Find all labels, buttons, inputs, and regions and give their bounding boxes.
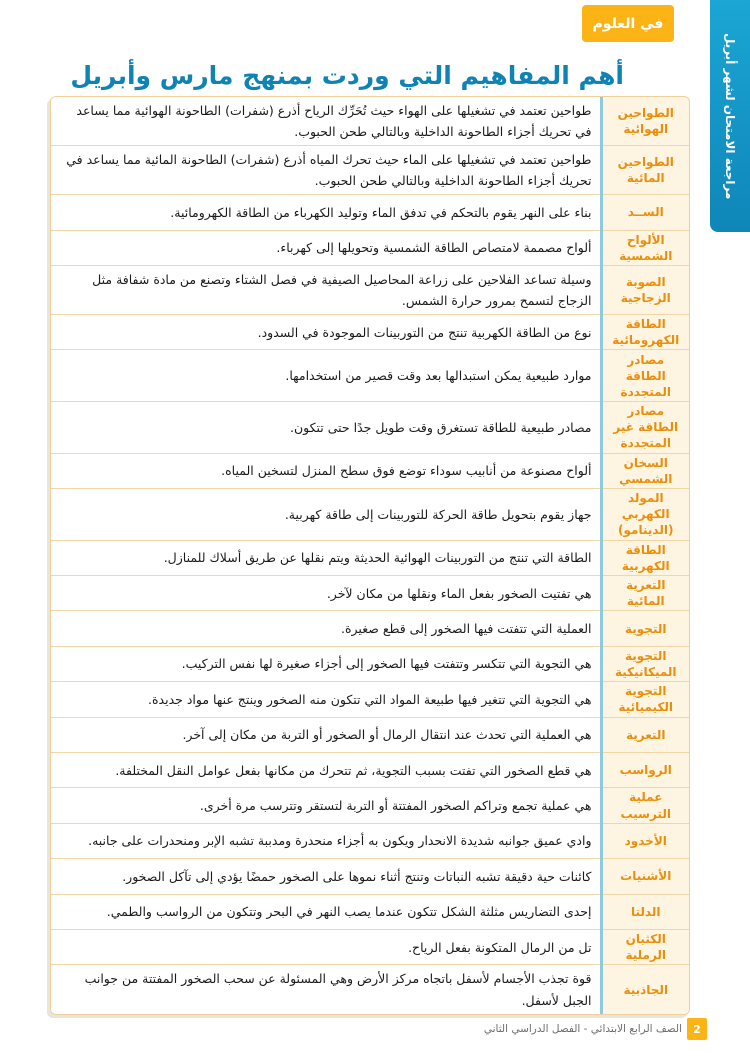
table-row xyxy=(51,576,689,611)
side-tab xyxy=(710,0,750,232)
table-row xyxy=(51,402,689,454)
side-tab-label: مراجعة الامتحان لشهر أبريل xyxy=(723,32,737,200)
table-row xyxy=(51,97,689,146)
term-cell: مصادر الطاقة غير المتجددة xyxy=(601,402,689,454)
term-cell: الألواح الشمسية xyxy=(601,230,689,265)
table-row xyxy=(51,894,689,929)
definition-cell: نوع من الطاقة الكهربية تنتج من التوربينات الموجودة في السدود. xyxy=(51,315,601,350)
definition-cell: تل من الرمال المتكونة بفعل الرياح. xyxy=(51,929,601,964)
definition-cell: هي العملية التي تحدث عند انتقال الرمال أو الصخور أو التربة من مكان إلى آخر. xyxy=(51,717,601,752)
term-cell: التعرية المائية xyxy=(601,576,689,611)
term-cell: الجاذبية xyxy=(601,965,689,1014)
definition-cell: الطاقة التي تنتج من التوربينات الهوائية الحديثة ويتم نقلها عن طريق أسلاك للمنازل. xyxy=(51,540,601,575)
definition-cell: بناء على النهر يقوم بالتحكم في تدفق الماء وتوليد الكهرباء من الطاقة الكهرومائية. xyxy=(51,195,601,230)
table-row xyxy=(51,489,689,541)
term-cell: الكثبان الرملية xyxy=(601,929,689,964)
definition-cell: وادي عميق جوانبه شديدة الانحدار ويكون به أجزاء منحدرة ومدببة تشبه الإبر ومنحدرات على جانبه. xyxy=(51,823,601,858)
table-row xyxy=(51,823,689,858)
definition-cell: طواحين تعتمد في تشغيلها على الماء حيث تحرك المياه أذرع (شفرات) الطاحونة المائية مما يساعد في تحريك أجزاء الطاحونة الداخلية وبالتالي طحن الحبوب. xyxy=(51,146,601,195)
term-cell: التجوية الكيميائية xyxy=(601,682,689,717)
table-row xyxy=(51,753,689,788)
term-cell: التعرية xyxy=(601,717,689,752)
term-cell: المولد الكهربي (الدينامو) xyxy=(601,489,689,541)
definition-cell: هي التجوية التي تتغير فيها طبيعة المواد التي تتكون منه الصخور وينتج عنها مواد جديدة. xyxy=(51,682,601,717)
definition-cell: مصادر طبيعية للطاقة تستغرق وقت طويل جدًا حتى تتكون. xyxy=(51,402,601,454)
definition-cell: هي عملية تجمع وتراكم الصخور المفتتة أو التربة لتستقر وتترسب مرة أخرى. xyxy=(51,788,601,823)
table-row xyxy=(51,788,689,823)
term-cell: الطاقة الكهرومائية xyxy=(601,315,689,350)
term-cell: السخان الشمسي xyxy=(601,453,689,488)
concepts-table xyxy=(50,96,690,1015)
definition-cell: وسيلة تساعد الفلاحين على زراعة المحاصيل الصيفية في فصل الشتاء وتصنع من مادة شفافة مثل الزجاج لتسمح بمرور حرارة الشمس. xyxy=(51,266,601,315)
term-cell: مصادر الطاقة المتجددة xyxy=(601,350,689,402)
section-badge: في العلوم xyxy=(582,5,674,42)
table-row xyxy=(51,717,689,752)
page-title: أهم المفاهيم التي وردت بمنهج مارس وأبريل xyxy=(70,61,624,90)
definition-cell: موارد طبيعية يمكن استبدالها بعد وقت قصير من استخدامها. xyxy=(51,350,601,402)
table-row xyxy=(51,315,689,350)
definition-cell: ألواح مصنوعة من أنابيب سوداء توضع فوق سطح المنزل لتسخين المياه. xyxy=(51,453,601,488)
footer-text: الصف الرابع الابتدائي - الفصل الدراسي الثاني xyxy=(483,1023,682,1035)
term-cell: الدلتا xyxy=(601,894,689,929)
table-row xyxy=(51,146,689,195)
definition-cell: إحدى التضاريس مثلثة الشكل تتكون عندما يصب النهر في البحر وتتكون من الرواسب والطمي. xyxy=(51,894,601,929)
definition-cell: العملية التي تتفتت فيها الصخور إلى قطع صغيرة. xyxy=(51,611,601,646)
page-number: 2 xyxy=(687,1018,707,1040)
term-cell: الأشنيات xyxy=(601,859,689,894)
table-row xyxy=(51,540,689,575)
table-row xyxy=(51,350,689,402)
definition-cell: قوة تجذب الأجسام لأسفل باتجاه مركز الأرض وهي المسئولة عن سحب الصخور المفتتة من جوانب الجبل لأسفل. xyxy=(51,965,601,1014)
term-cell: الطواحين المائية xyxy=(601,146,689,195)
definition-cell: كائنات حية دقيقة تشبه النباتات وتنتج أثناء نموها على الصخور حمضًا يؤدي إلى تآكل الصخور. xyxy=(51,859,601,894)
table-row xyxy=(51,611,689,646)
definition-cell: ألواح مصممة لامتصاص الطاقة الشمسية وتحويلها إلى كهرباء. xyxy=(51,230,601,265)
term-cell: الرواسب xyxy=(601,753,689,788)
table-row xyxy=(51,195,689,230)
definition-cell: هي تفتيت الصخور بفعل الماء ونقلها من مكان لآخر. xyxy=(51,576,601,611)
term-cell: الصوبة الزجاجية xyxy=(601,266,689,315)
table-row xyxy=(51,453,689,488)
table-row xyxy=(51,859,689,894)
term-cell: التجوية xyxy=(601,611,689,646)
term-cell: الطاقة الكهربية xyxy=(601,540,689,575)
term-cell: عملية الترسيب xyxy=(601,788,689,823)
table-row xyxy=(51,929,689,964)
definition-cell: هي التجوية التي تتكسر وتتفتت فيها الصخور إلى أجزاء صغيرة لها نفس التركيب. xyxy=(51,646,601,681)
definition-cell: هي قطع الصخور التي تفتت بسبب التجوية، ثم تتحرك من مكانها بفعل عوامل النقل المختلفة. xyxy=(51,753,601,788)
term-cell: الطواحين الهوائية xyxy=(601,97,689,146)
table-row xyxy=(51,646,689,681)
term-cell: الســد xyxy=(601,195,689,230)
table-row xyxy=(51,965,689,1014)
term-cell: الأخدود xyxy=(601,823,689,858)
concepts-table-body xyxy=(51,97,689,1014)
term-cell: التجوية الميكانيكية xyxy=(601,646,689,681)
table-row xyxy=(51,230,689,265)
definition-cell: جهاز يقوم بتحويل طاقة الحركة للتوربينات إلى طاقة كهربية. xyxy=(51,489,601,541)
table-row xyxy=(51,266,689,315)
definition-cell: طواحين تعتمد في تشغيلها على الهواء حيث تُحَرِّك الرياح أذرع (شفرات) الطاحونة الهوائية مما يساعد في تحريك أجزاء الطاحونة الداخلية وبالتالي طحن الحبوب. xyxy=(51,97,601,146)
table-row xyxy=(51,682,689,717)
